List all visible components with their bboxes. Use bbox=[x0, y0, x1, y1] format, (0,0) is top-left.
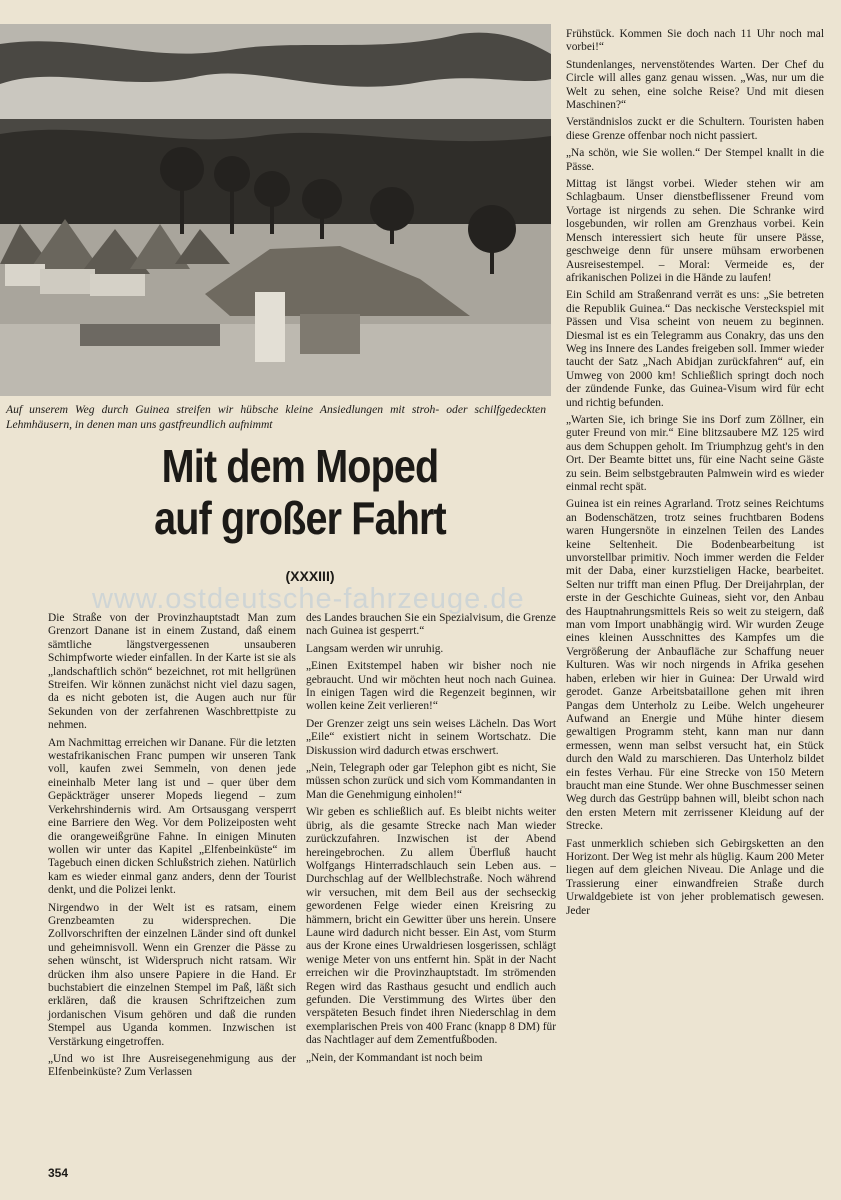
article-headline bbox=[119, 440, 480, 544]
village-photo-image bbox=[0, 24, 551, 396]
paragraph: „Und wo ist Ihre Ausreisegenehmigung aus der Elfenbeinküste? Zum Verlassen bbox=[48, 1053, 296, 1079]
paragraph: „Einen Exitstempel haben wir bisher noch nie gebraucht. Und wir möchten heut noch nach Guinea. In einigen Tagen wird die Regenzeit beginnen, wir wollen keine Zeit verlieren!“ bbox=[306, 660, 556, 713]
paragraph: Frühstück. Kommen Sie doch nach 11 Uhr noch mal vorbei!“ bbox=[566, 28, 824, 54]
page-number: 354 bbox=[48, 1166, 69, 1180]
paragraph: Der Grenzer zeigt uns sein weises Lächeln. Das Wort „Eile“ existiert nicht in seinem Wortschatz. Die Diskussion wird dadurch etwas erschwert. bbox=[306, 717, 556, 757]
headline-line-1: Mit dem Moped bbox=[161, 440, 439, 492]
paragraph: „Nein, der Kommandant ist noch beim bbox=[306, 1051, 483, 1064]
photo-caption: Auf unserem Weg durch Guinea streifen wir hübsche kleine Ansiedlungen mit stroh- oder schilfgedeckten Lehmhäusern, in denen man uns gastfreundlich aufnimmt bbox=[6, 403, 546, 431]
episode-number: (XXXIII) bbox=[285, 568, 335, 584]
headline-line-2: auf großer Fahrt bbox=[154, 492, 446, 544]
paragraph: Langsam werden wir unruhig. bbox=[306, 642, 444, 655]
paragraph: Guinea ist ein reines Agrarland. Trotz seines Reichtums an Bodenschätzen, trotz seines fruchtbaren Bodens waren Hungersnöte in einzelnen Teilen des Landes keine Seltenheit. Die Bodenbearbeitung ist unvorstellbar primitiv. Noch immer werden die Felder mit der Daba, einer kurzstieligen Hacke, bearbeitet. Selten nur trifft man einen Pflug. Der Dreijahrplan, der erste in der Geschichte Guineas, sieht vor, den Anbau des Hauptnahrungsmittels Reis so weit zu steigern, daß man vom Import unabhängig wird. Wir wurden Zeuge eines kleinen Ausschnittes des Kampfes um die Vergrößerung der Anbaufläche zur Schaffung neuer Kulturen. Was wir noch nirgends in Afrika gesehen haben, erleben wir hier in Guinea: Der Urwald wird gerodet. Ganze Arbeitsbataillone gehen mit ihren Pangas dem Unterholz zu Leibe. Welch ungeheurer Aufwand an Energie und Mühe hinter diesem gewaltigen Programm steht, kann man nur dann ermessen, wenn man selbst versucht hat, ein Stück durch den Wald zu marschieren. Das Unterholz bildet ein festes Verhau. Für eine Strecke von 150 Metern braucht man eine Stunde. Wer ohne Buschmesser seinen Weg durch das Gestrüpp bahnen will, bleibt schon nach den ersten Metern mit zerrissener Kleidung auf der Strecke. bbox=[566, 498, 824, 833]
text-column-1 bbox=[48, 612, 296, 1084]
paragraph: Am Nachmittag erreichen wir Danane. Für die letzten westafrikanischen Franc pumpen wir unseren Tank voll, kaufen zwei Semmeln, von denen jede eineinhalb Meter lang ist und – quer über dem Gepäckträger unserer Mopeds liegend – zum Verkehrshindernis wird. Am Ortsausgang versperrt eine Barriere den Weg. Vor dem Polizeiposten weht die orangeweißgrüne Fahne. In einigen Minuten wollen wir unter das Kapitel „Elfenbeinküste“ im Tagebuch einen dicken Schlußstrich ziehen. Natürlich kam es wieder einmal ganz anders, denn der Tourist denkt, und die Polizei lenkt. bbox=[48, 736, 296, 897]
village-photo bbox=[0, 24, 551, 396]
paragraph: „Na schön, wie Sie wollen.“ Der Stempel knallt in die Pässe. bbox=[566, 147, 824, 173]
text-column-3 bbox=[566, 28, 824, 922]
watermark-text: www.ostdeutsche-fahrzeuge.de bbox=[92, 583, 525, 615]
paragraph: Verständnislos zuckt er die Schultern. Touristen haben diese Grenze offenbar noch nicht passiert. bbox=[566, 116, 824, 142]
paragraph: Wir geben es schließlich auf. Es bleibt nichts weiter übrig, als die gesamte Strecke nach Man wieder zurückzufahren. Inzwischen ist der Abend hereingebrochen. Zu allem Überfluß haucht Wolfgangs Hinterradschlauch sein Leben aus. – Durchschlag auf der Wellblechstraße. Noch während wir versuchen, mit dem Beil aus der sechseckig gewordenen Felge wieder einen Kreisring zu hämmern, bricht ein Gewitter über uns herein. Unsere Laune wird dadurch nicht besser. Ein Ast, vom Sturm aus der Krone eines Urwaldriesen losgerissen, schlägt wenige Meter von uns entfernt hin. Spät in der Nacht erreichen wir die Provinzhauptstadt. Im strömenden Regen wird das Rasthaus gesucht und endlich auch gefunden. Die Verstimmung des Wirtes über den verspäteten Besuch findet ihren Niederschlag in dem exemplarischen Preis von 400 Franc (knapp 8 DM) für das Nachtlager auf dem Zementfußboden. bbox=[306, 806, 556, 1047]
paragraph: Mittag ist längst vorbei. Wieder stehen wir am Schlagbaum. Unser dienstbeflissener Freund vom Vortage ist nirgends zu sehen. Die Schranke wird losgebunden, wir rollen am Grenzhaus vorbei. Kein Mensch interessiert sich heute für unsere Pässe, geschweige denn für unsere mühsam erworbenen Ausreisestempel. – Moral: Vermeide es, der afrikanischen Polizei in die Hände zu laufen! bbox=[566, 178, 824, 284]
paragraph: Fast unmerklich schieben sich Gebirgsketten an den Horizont. Der Weg ist mehr als hüglig. Kaum 200 Meter liegen auf dem gleichen Niveau. Die Anlage und die Trassierung einer einwandfreien Straße durch Urwaldgebiete ist von jeher problematisch gewesen. Jeder bbox=[566, 837, 824, 917]
paragraph: Die Straße von der Provinzhauptstadt Man zum Grenzort Danane ist in einem Zustand, daß einem sämtliche längstvergessenen unsauberen Schimpfworte wieder einfallen. In der Karte ist sie als „landschaftlich schön“ bezeichnet, rot mit hellgrünen Streifen. Wir können zunächst nicht viel dazu sagen, da es nicht geboten ist, die Augen auch nur für Sekunden von der zerfahrenen Waschbrettpiste zu nehmen. bbox=[48, 612, 296, 732]
paragraph: Nirgendwo in der Welt ist es ratsam, einem Grenzbeamten zu widersprechen. Die Zollvorschriften der einzelnen Länder sind oft dunkel und geheimnisvoll. Wenn ein Grenzer die Pässe zu sehen wünscht, ist Widerspruch nicht ratsam. Wir drücken ihm also unsere Papiere in die Hand. Er buchstabiert die einzelnen Stempel im Paß, läßt sich erklären, daß die krausen Schriftzeichen zum jordanischen Visum gehören und daß die runden Stempel aus Uganda kommen. Inzwischen ist Verstärkung eingetroffen. bbox=[48, 901, 296, 1048]
paragraph: „Warten Sie, ich bringe Sie ins Dorf zum Zöllner, ein guter Freund von mir.“ Eine blitzsaubere MZ 125 wird aus dem Schuppen geholt. Im Triumphzug geht's in den Ort. Der Beamte bittet uns, für eine Nacht seine Gäste zu sein. Beim selbstgebrauten Palmwein wird es wieder einmal recht spät. bbox=[566, 413, 824, 493]
paragraph: Stundenlanges, nervenstötendes Warten. Der Chef du Circle will alles ganz genau wissen. „Was, nur um die Welt zu sehen, eine solche Reise? Und mit diesen Maschinen?“ bbox=[566, 58, 824, 112]
paragraph: „Nein, Telegraph oder gar Telephon gibt es nicht, Sie müssen schon zurück und sich vom Kommandanten in Man die Genehmigung einholen!“ bbox=[306, 762, 556, 801]
text-column-2 bbox=[306, 612, 556, 1069]
paragraph: des Landes brauchen Sie ein Spezialvisum, die Grenze nach Guinea ist gesperrt.“ bbox=[306, 612, 556, 638]
paragraph: Ein Schild am Straßenrand verrät es uns: „Sie betreten die Republik Guinea.“ Das neckische Versteckspiel mit Pässen und Visa scheint von neuem zu beginnen. Diesmal ist es ein Telegramm aus Conakry, das uns den Weg ins Innere des Landes freigeben soll. Immer wieder taucht der Satz „Nach Abidjan zurückfahren“ auf, ein Umweg von 2000 km! Schließlich springt doch noch der zündende Funke, das Guinea-Visum wird für echt und richtig befunden. bbox=[566, 289, 824, 409]
